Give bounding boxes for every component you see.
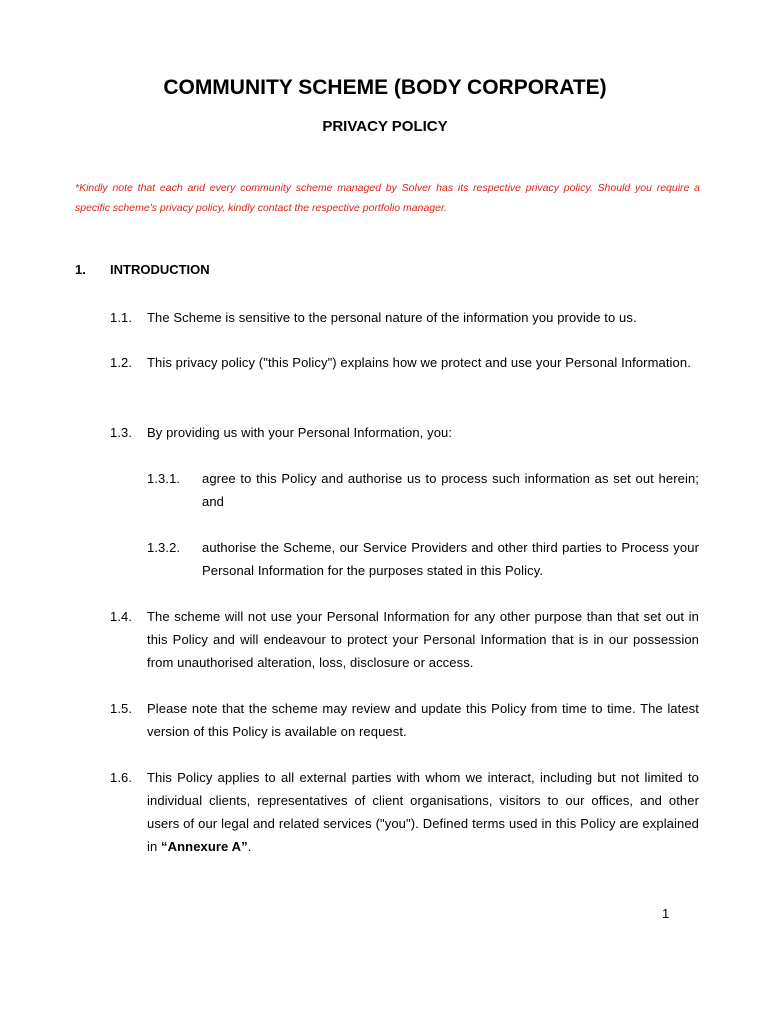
page-number: 1	[662, 906, 670, 921]
disclaimer-note: *Kindly note that each and every community scheme managed by Solver has its respective privacy policy. Should you require a specific scheme's privacy policy, kindly contact the respective portfolio manager.	[75, 182, 700, 214]
clause-text-end: .	[247, 839, 252, 854]
clause-number: 1.6.	[110, 770, 133, 785]
clause-number: 1.5.	[110, 701, 133, 716]
section-number: 1.	[75, 262, 86, 277]
clause-text	[147, 766, 699, 858]
clause-text: authorise the Scheme, our Service Providers and other third parties to Process your Personal Information for the purposes stated in this Policy.	[202, 540, 699, 578]
clause-text: The scheme will not use your Personal Information for any other purpose than that set out in this Policy and will endeavour to protect your Personal Information that is in our possession from unauthorised alteration, loss, disclosure or access.	[147, 609, 699, 670]
clause-number: 1.3.2.	[147, 540, 181, 555]
document-title: COMMUNITY SCHEME (BODY CORPORATE)	[163, 76, 607, 99]
clause-number: 1.2.	[110, 355, 133, 370]
clause-text: The Scheme is sensitive to the personal nature of the information you provide to us.	[147, 310, 637, 325]
clause-number: 1.1.	[110, 310, 133, 325]
clause-number: 1.3.1.	[147, 471, 181, 486]
annexure-reference: “Annexure A”	[161, 839, 248, 854]
clause-text: agree to this Policy and authorise us to process such information as set out herein; and	[202, 471, 699, 509]
document-subtitle: PRIVACY POLICY	[322, 118, 448, 135]
clause-text: By providing us with your Personal Information, you:	[147, 425, 453, 440]
clause-text: This privacy policy ("this Policy") explains how we protect and use your Personal Information.	[147, 355, 691, 370]
clause-text: Please note that the scheme may review and update this Policy from time to time. The latest version of this Policy is available on request.	[147, 701, 699, 739]
section-heading: INTRODUCTION	[110, 262, 210, 277]
clause-number: 1.3.	[110, 425, 133, 440]
clause-text-main: This Policy applies to all external parties with whom we interact, including but not limited to individual clients, representatives of client organisations, visitors to our offices, and other users of our legal and related services ("you"). Defined terms used in this Policy are explained in	[147, 770, 699, 854]
clause-number: 1.4.	[110, 609, 133, 624]
